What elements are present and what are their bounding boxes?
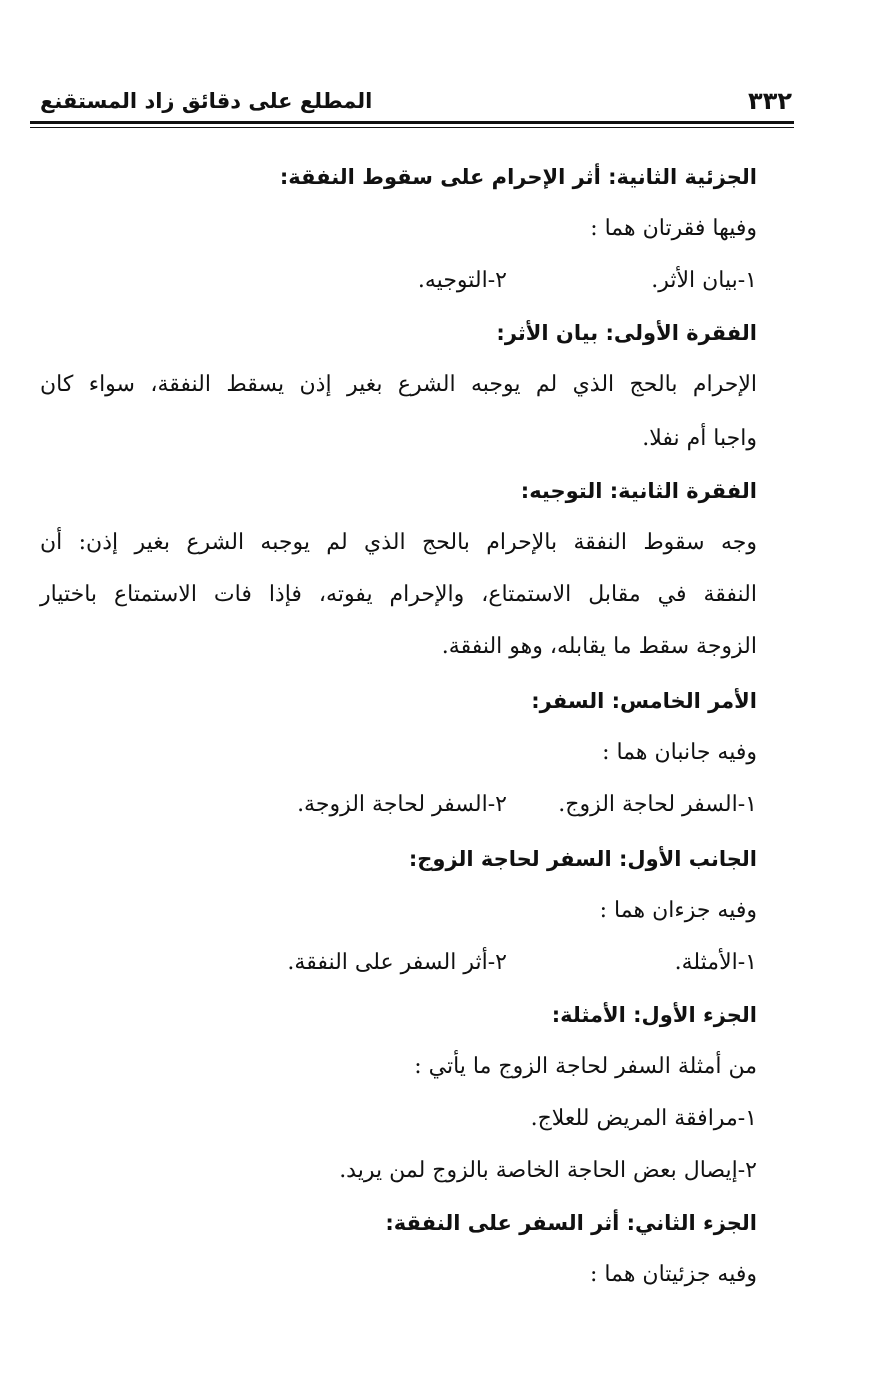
- heading-line: الجزء الثاني: أثر السفر على النفقة:: [385, 1211, 757, 1235]
- heading-line: الفقرة الأولى: بيان الأثر:: [496, 321, 757, 345]
- heading-line: الأمر الخامس: السفر:: [531, 689, 757, 713]
- list-item: ٢-السفر لحاجة الزوجة.: [297, 792, 507, 817]
- running-title: المطلع على دقائق زاد المستقنع: [40, 89, 373, 113]
- list-item: ١-بيان الأثر.: [651, 268, 757, 293]
- list-item: ١-الأمثلة.: [674, 950, 757, 975]
- list-line: [37, 266, 757, 296]
- text-line: واجبا أم نفلا.: [642, 426, 757, 451]
- text-line: وفيه جزئيتان هما :: [590, 1262, 757, 1287]
- text-line: الإحرام بالحج الذي لم يوجبه الشرع بغير إذن يسقط النفقة، سواء كان: [40, 372, 757, 397]
- heading-line: الفقرة الثانية: التوجيه:: [520, 479, 757, 503]
- text-line: ١-مرافقة المريض للعلاج.: [530, 1106, 757, 1131]
- text-line: ٢-إيصال بعض الحاجة الخاصة بالزوج لمن يريد.: [339, 1158, 757, 1183]
- page-number: ٣٣٢: [748, 87, 792, 115]
- list-line: [37, 790, 757, 820]
- header-rule-thick: [30, 121, 794, 124]
- list-item: ٢-التوجيه.: [417, 268, 507, 293]
- heading-line: الجزء الأول: الأمثلة:: [551, 1003, 757, 1027]
- text-line: وفيها فقرتان هما :: [590, 216, 757, 241]
- header-rule-thin: [30, 127, 794, 128]
- text-line: وفيه جانبان هما :: [602, 740, 757, 765]
- list-item: ١-السفر لحاجة الزوج.: [558, 792, 757, 817]
- text-line: الزوجة سقط ما يقابله، وهو النفقة.: [441, 634, 757, 659]
- text-line: وفيه جزءان هما :: [599, 898, 757, 923]
- list-line: [37, 948, 757, 978]
- heading-line: الجانب الأول: السفر لحاجة الزوج:: [408, 847, 757, 871]
- heading-line: الجزئية الثانية: أثر الإحرام على سقوط النفقة:: [279, 165, 757, 189]
- list-item: ٢-أثر السفر على النفقة.: [287, 950, 507, 975]
- text-line: من أمثلة السفر لحاجة الزوج ما يأتي :: [414, 1054, 757, 1079]
- text-line: النفقة في مقابل الاستمتاع، والإحرام يفوته، فإذا فات الاستمتاع باختيار: [40, 582, 757, 607]
- page-header: [40, 86, 792, 116]
- text-line: وجه سقوط النفقة بالإحرام بالحج الذي لم يوجبه الشرع بغير إذن: أن: [40, 530, 757, 555]
